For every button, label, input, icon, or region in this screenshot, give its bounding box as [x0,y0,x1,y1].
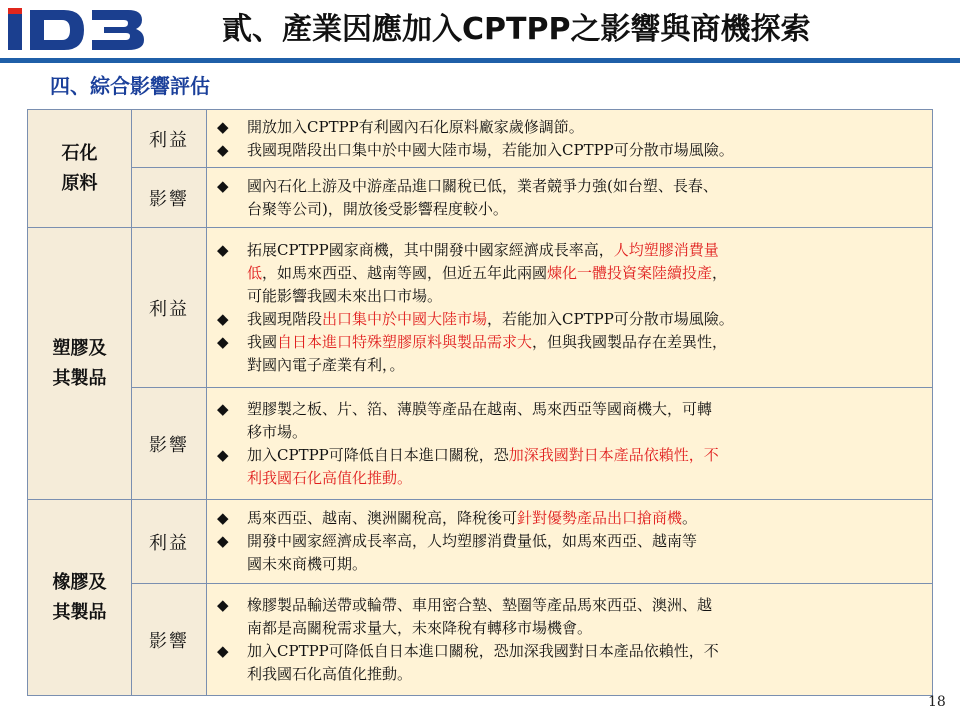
content-cell [207,228,933,388]
bullet-line [217,640,932,663]
bullet-line [217,308,932,331]
highlight-text: 煉化一體投資案陸續投產 [547,263,713,282]
subcategory-label: 影響 [132,388,207,500]
idb-logo-graphic [8,8,146,52]
category-label: 原料 [61,172,98,194]
diamond-bullet-icon: ◆ [217,532,229,550]
diamond-bullet-icon: ◆ [217,240,229,259]
diamond-bullet-icon: ◆ [217,509,229,527]
category-cell [28,110,132,228]
bullet-text: ， [712,263,728,282]
bullet-text: 開發中國家經濟成長率高，人均塑膠消費量低，如馬來西亞、越南等 [247,532,698,550]
bullet-text: 對國內電子產業有利，。 [247,355,405,374]
bullet-text: ，但與我國製品存在差異性， [532,332,728,351]
highlight-text: 利我國石化高值化推動。 [247,468,413,487]
bullet-text: 橡膠製品輸送帶或輪帶、車用密合墊、墊圈等產品馬來西亞、澳洲、越 [247,595,713,614]
category-cell [28,228,132,500]
diamond-bullet-icon: ◆ [217,399,229,418]
bullet-line [217,239,932,262]
bullet-line [217,530,932,553]
subcategory-label: 利益 [132,228,207,388]
category-label: 其製品 [52,367,107,389]
table-row [28,228,933,388]
bullet-line [217,175,932,198]
diamond-bullet-icon: ◆ [217,595,229,614]
subcategory-label: 影響 [132,168,207,228]
content-cell [207,168,933,228]
bullet-line [217,198,932,221]
table-row [28,110,933,168]
subcategory-label: 利益 [132,500,207,584]
bullet-line [217,354,932,377]
highlight-text: 加深我國對日本產品依賴性，不 [508,445,719,464]
diamond-bullet-icon: ◆ [217,117,229,136]
bullet-text: 南都是高關稅需求量大，未來降稅有轉移市場機會。 [247,618,593,637]
highlight-text: 低 [247,263,263,282]
slide-title: 貳、產業因應加入CPTPP之影響與商機探索 [222,12,811,47]
highlight-text: 出口集中於中國大陸市場 [322,309,488,328]
diamond-bullet-icon: ◆ [217,445,229,464]
bullet-text: 馬來西亞、越南、澳洲關稅高，降稅後可 [247,509,518,527]
bullet-line [217,398,932,421]
highlight-text: 自日本進口特殊塑膠原料與製品需求大 [277,332,533,351]
bullet-text: 國未來商機可期。 [247,555,368,573]
bullet-line [217,617,932,640]
bullet-line [217,262,932,285]
subcategory-label: 影響 [132,584,207,696]
bullet-line [217,467,932,490]
table-row [28,388,933,500]
bullet-text: 我國 [247,332,278,351]
idb-logo-icon [8,8,146,52]
bullet-text: 塑膠製之板、片、箔、薄膜等產品在越南、馬來西亞等國商機大，可轉 [247,399,713,418]
bullet-line [217,139,932,162]
bullet-text: 加入CPTPP可降低自日本進口關稅，恐加深我國對日本產品依賴性，不 [247,641,719,660]
category-label: 其製品 [52,601,107,623]
subcategory-label: 利益 [132,110,207,168]
bullet-text: ，如馬來西亞、越南等國，但近五年此兩國 [262,263,548,282]
category-cell [28,500,132,696]
bullet-line [217,331,932,354]
diamond-bullet-icon: ◆ [217,140,229,159]
table-row [28,500,933,584]
highlight-text: 人均塑膠消費量 [613,240,719,259]
bullet-text: 我國現階段 [247,309,323,328]
bullet-text: 利我國石化高值化推動。 [247,664,413,683]
page-number: 18 [928,694,946,710]
section-subtitle: 四、綜合影響評估 [50,74,210,98]
content-cell [207,388,933,500]
diamond-bullet-icon: ◆ [217,309,229,328]
bullet-text: ，若能加入CPTPP可分散市場風險。 [487,309,734,328]
content-cell [207,584,933,696]
table-row [28,168,933,228]
category-label: 石化 [61,142,98,164]
bullet-text: 台聚等公司)，開放後受影響程度較小。 [247,199,508,218]
bullet-text: 拓展CPTPP國家商機，其中開發中國家經濟成長率高， [247,240,614,259]
bullet-line [217,116,932,139]
diamond-bullet-icon: ◆ [217,641,229,660]
bullet-text: 移市場。 [247,422,308,441]
bullet-text: 國內石化上游及中游產品進口關稅已低，業者競爭力強(如台塑、長春、 [247,176,718,195]
bullet-text: 。 [682,509,698,527]
bullet-line [217,507,932,530]
category-label: 橡膠及 [52,571,107,593]
highlight-text: 針對優勢產品出口搶商機 [517,509,683,527]
bullet-line [217,594,932,617]
diamond-bullet-icon: ◆ [217,176,229,195]
bullet-line [217,421,932,444]
title-divider [0,58,960,63]
bullet-line [217,285,932,308]
table-row [28,584,933,696]
bullet-text: 加入CPTPP可降低自日本進口關稅，恐 [247,445,509,464]
bullet-line [217,553,932,576]
bullet-line [217,663,932,686]
bullet-text: 可能影響我國未來出口市場。 [247,286,443,305]
bullet-line [217,444,932,467]
diamond-bullet-icon: ◆ [217,332,229,351]
impact-assessment-table [27,109,933,696]
content-cell [207,500,933,584]
bullet-text: 開放加入CPTPP有利國內石化原料廠家歲修調節。 [247,117,584,136]
content-cell [207,110,933,168]
category-label: 塑膠及 [52,337,107,359]
bullet-text: 我國現階段出口集中於中國大陸市場，若能加入CPTPP可分散市場風險。 [247,140,734,159]
